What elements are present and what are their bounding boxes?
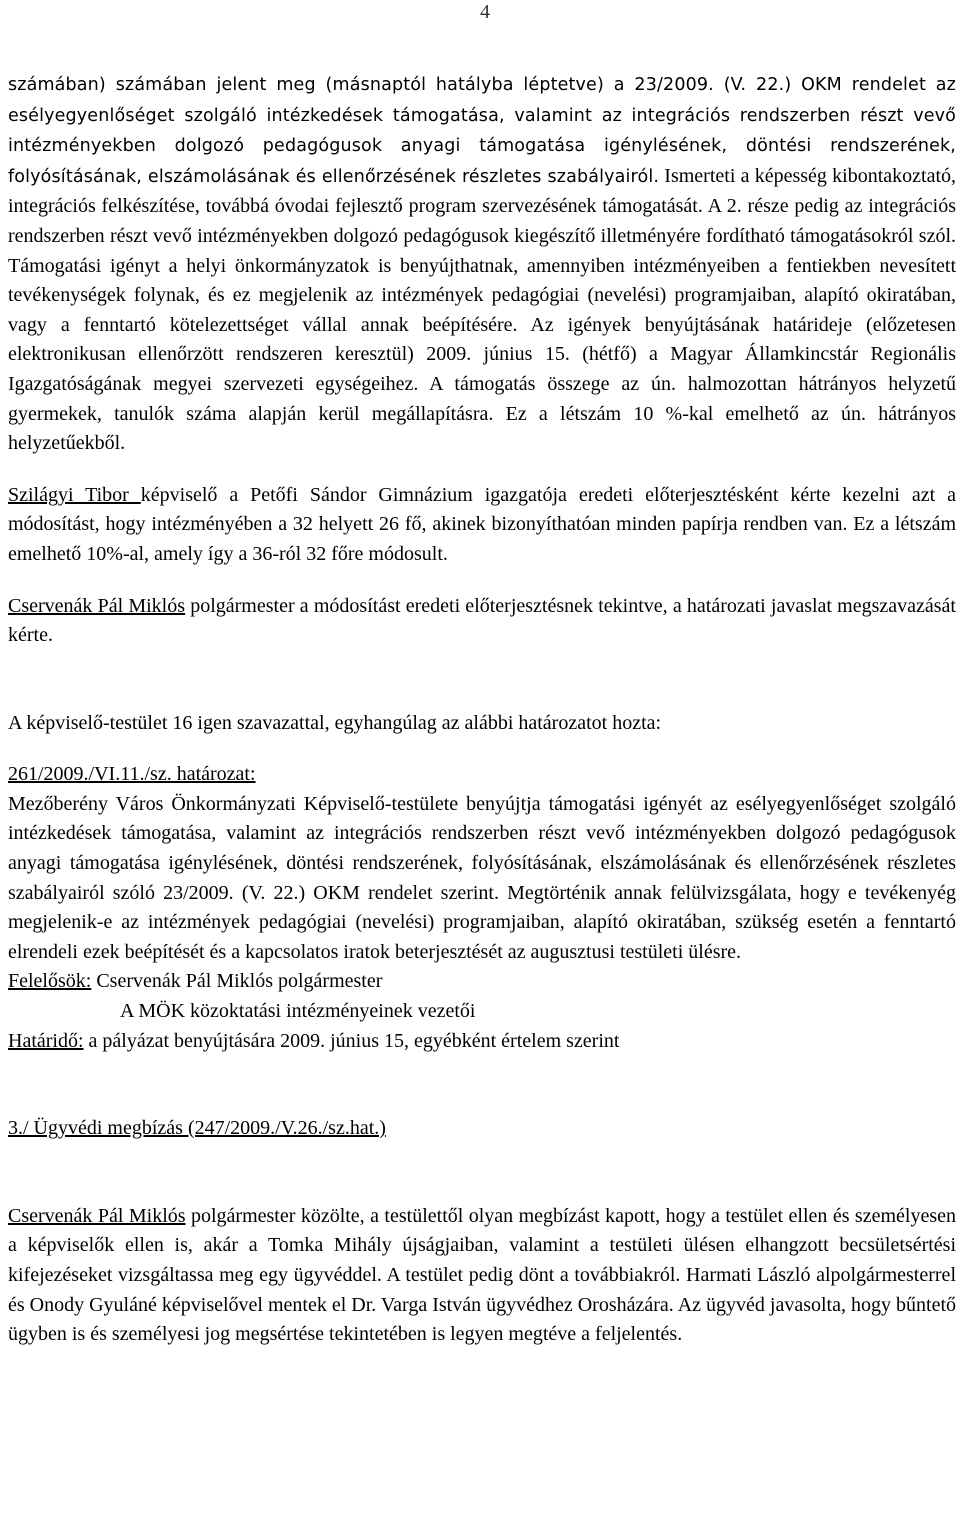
page-content xyxy=(8,70,956,1350)
speaker-name: Cservenák Pál Miklós xyxy=(8,1204,186,1227)
deadline-label: Határidő: xyxy=(8,1029,84,1052)
page-number: 4 xyxy=(480,1,490,23)
resolution-number: 261/2009./VI.11./sz. határozat: xyxy=(8,763,256,786)
spacer xyxy=(8,738,956,760)
spacer xyxy=(8,1056,956,1114)
intro-text-sans: számában) számában jelent meg (másnaptól hatályba léptetve) a 23/2009. (V. 22.) OKM rendelet az esélyegyenlőséget szolgáló intézkedések támogatása, valamint az integrációs rendszerben részt vevő intézményekben dolgozó pedagógusok anyagi támogatása igénylésének, döntési rendszerének, folyósításának, elszámolásának és ellenőrzésének részletes szabályairól. xyxy=(8,75,956,187)
spacer xyxy=(8,1144,956,1202)
spacer xyxy=(8,459,956,481)
spacer xyxy=(8,570,956,592)
responsible-1: Cservenák Pál Miklós polgármester xyxy=(91,970,383,993)
vote-statement: A képviselő-testület 16 igen szavazattal, egyhangúlag az alábbi határozatot hozta: xyxy=(8,711,662,734)
intro-paragraph xyxy=(8,70,956,459)
speaker-name: Szilágyi Tibor xyxy=(8,483,141,506)
szilagyi-paragraph xyxy=(8,481,956,570)
intro-text-2: Ismerteti a képesség kibontakoztató, integrációs felkészítése, továbbá óvodai fejlesztő program szervezésének támogatását. A 2. része pedig az integrációs rendszerben részt vevő intézményekben dolgozó pedagógusok kiegészítő illetményére fordítható támogatásokról szól. xyxy=(8,164,957,247)
responsible-line-2: A MÖK közoktatási intézményeinek vezetői xyxy=(120,1000,476,1023)
szilagyi-text: képviselő a Petőfi Sándor Gimnázium igazgatója eredeti előterjesztésként kérte kezelni azt a módosítást, hogy intézményében a 32 helyett 26 fő, akinek bizonyíthatóan minden papírja rendben van. Ez a létszám emelhető 10%-al, amely így a 36-ról 32 főre módosult. xyxy=(8,483,957,565)
cservenak-text-1: polgármester a módosítást eredeti előterjesztésnek tekintve, a határozati javaslat megszavazását kérte. xyxy=(8,594,956,647)
section-heading: 3./ Ügyvédi megbízás (247/2009./V.26./sz.hat.) xyxy=(8,1117,386,1140)
responsible-line xyxy=(8,967,956,997)
deadline-text: a pályázat benyújtására 2009. június 15, egyébként értelem szerint xyxy=(83,1029,620,1052)
intro-text-3: Támogatási igényt a helyi önkormányzatok is benyújthatnak, amennyiben intézményeiben a fentiekben nevesített tevékenységek folynak, és ez megjelenik az intézmények pedagógiai (nevelési) programjaiban, alapító okiratában, vagy a fenntartó kötelezettséget vállal annak beépítésére. Az igények benyújtásának határideje (előzetesen elektronikusan ellenőrzött rendszeren keresztül) 2009. június 15. (hétfő) a Magyar Államkincstár Regionális Igazgatóságának megyei szervezeti egységeihez. A támogatás összege az ún. halmozottan hátrányos helyzetű gyermekek, tanulók száma alapján kerül megállapításra. Ez a létszám 10 %-kal emelhető az ún. hátrányos helyzetűekből. xyxy=(8,254,956,455)
deadline-line xyxy=(8,1027,956,1057)
cservenak-paragraph-2 xyxy=(8,1202,956,1350)
spacer xyxy=(8,651,956,709)
resolution-text: Mezőberény Város Önkormányzati Képviselő-testülete benyújtja támogatási igényét az esélyegyenlőséget szolgáló intézkedések támogatása, valamint az integrációs rendszerben részt vevő intézményekben dolgozó pedagógusok anyagi támogatása igénylésének, döntési rendszerének, folyósításának, elszámolásának és ellenőrzésének részletes szabályairól szóló 23/2009. (V. 22.) OKM rendelet szerint. Megtörténik annak felülvizsgálata, hogy e tevékenyég megjelenik-e az intézmények pedagógiai (nevelési) programjaiban, alapító okiratában, szükség esetén a fenntartó elrendeli ezek beépítését és a kapcsolatos iratok beterjesztését az augusztusi testületi ülésre. xyxy=(8,792,956,963)
responsible-label: Felelősök: xyxy=(8,970,92,993)
cservenak-paragraph-1 xyxy=(8,592,956,651)
cservenak-text-2: polgármester közölte, a testülettől olyan megbízást kapott, hogy a testület ellen és személyesen a képviselők ellen is, akár a Tomka Mihály újságjaiban, valamint a testületi ülésen elhangzott becsületsértési kifejezéseket vizsgáltassa meg egy ügyvéddel. A testület pedig dönt a továbbiakról. Harmati László alpolgármesterrel és Onody Gyuláné képviselővel mentek el Dr. Varga István ügyvédhez Orosházára. Az ügyvéd javasolta, hogy bűntető ügyben is és személyesi jog megsértése tekintetében is legyen megtéve a feljelentés. xyxy=(8,1204,956,1346)
speaker-name: Cservenák Pál Miklós xyxy=(8,594,186,617)
